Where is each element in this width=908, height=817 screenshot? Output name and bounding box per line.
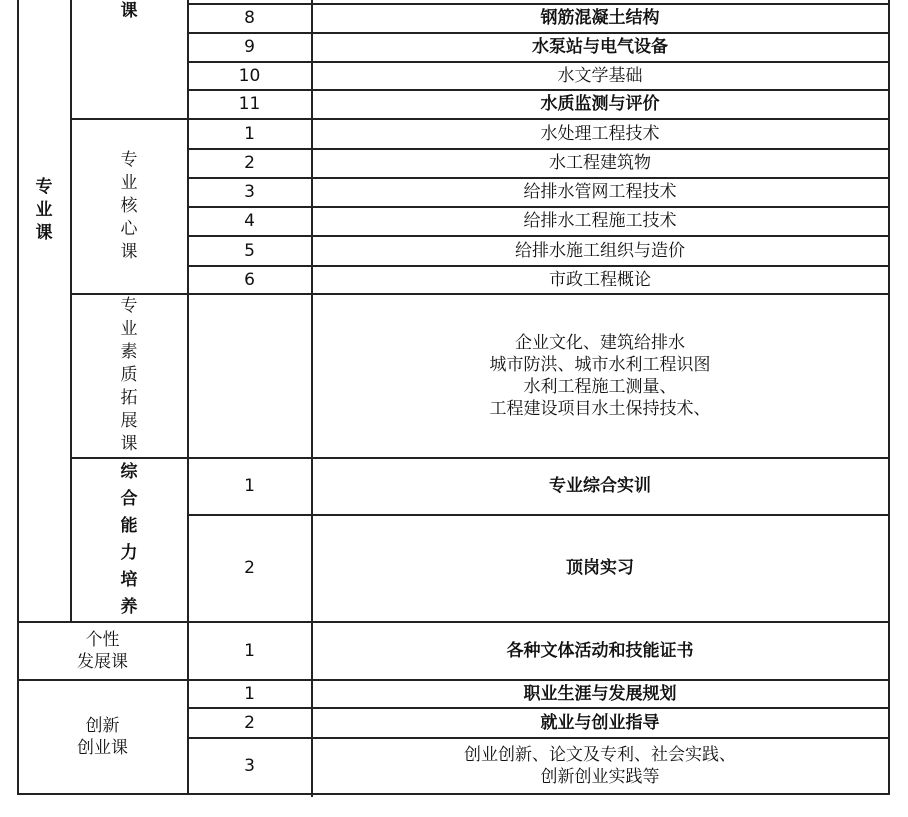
section-major-basic-tail xyxy=(71,0,187,32)
course-name: 给排水工程施工技术 xyxy=(523,211,677,231)
section-quality xyxy=(71,294,187,457)
row-number: 6 xyxy=(244,269,255,290)
label-line: 发展课 xyxy=(77,651,128,672)
course-name: 钢筋混凝土结构 xyxy=(540,8,660,28)
course-line: 企业文化、建筑给排水 xyxy=(515,332,685,353)
label-char: 核 xyxy=(120,195,138,216)
row-number: 2 xyxy=(244,558,255,578)
course-line: 工程建设项目水土保持技术、 xyxy=(489,398,711,419)
label-char: 课 xyxy=(35,222,53,243)
course-name: 水质监测与评价 xyxy=(540,94,660,114)
course-line: 城市防洪、城市水利工程识图 xyxy=(489,354,711,375)
label-char: 素 xyxy=(120,342,138,362)
label-char: 课 xyxy=(120,241,138,262)
label-char: 培 xyxy=(120,569,138,590)
row-number: 3 xyxy=(244,182,255,202)
label-char: 心 xyxy=(120,218,138,239)
row-number: 5 xyxy=(244,240,255,261)
course-name: 水处理工程技术 xyxy=(540,123,660,144)
quality-course-list xyxy=(312,294,888,457)
label-line: 个性 xyxy=(85,629,120,650)
label-char: 课 xyxy=(120,434,138,454)
course-name: 给排水施工组织与造价 xyxy=(515,240,685,261)
label-char: 综 xyxy=(120,461,138,482)
section-comprehensive xyxy=(71,458,187,621)
label-char: 业 xyxy=(120,172,138,193)
label-char: 业 xyxy=(35,199,53,220)
course-line: 创业创新、论文及专利、社会实践、 xyxy=(464,744,736,765)
course-name: 市政工程概论 xyxy=(549,269,651,290)
course-name: 各种文体活动和技能证书 xyxy=(506,640,694,661)
label xyxy=(121,295,138,456)
course-name: 给排水管网工程技术 xyxy=(523,182,677,202)
label-char: 拓 xyxy=(120,388,138,408)
section-core xyxy=(71,119,187,293)
label-char: 能 xyxy=(120,515,138,536)
label-char: 专 xyxy=(120,296,138,316)
course-name: 就业与创业指导 xyxy=(540,712,660,733)
course-name: 水工程建筑物 xyxy=(549,153,651,173)
section-major-course xyxy=(18,150,70,270)
label-char: 质 xyxy=(120,365,138,385)
row-number: 11 xyxy=(238,94,261,114)
course-name: 专业综合实训 xyxy=(549,476,651,496)
label-char: 业 xyxy=(120,319,138,339)
row-number: 10 xyxy=(238,65,261,86)
label-char: 力 xyxy=(120,542,138,563)
row-number: 4 xyxy=(244,211,255,231)
section-personality xyxy=(18,622,187,679)
label xyxy=(121,149,138,264)
course-name xyxy=(312,738,888,793)
course-name: 水泵站与电气设备 xyxy=(532,37,668,57)
row-number: 1 xyxy=(244,683,255,704)
label-char: 养 xyxy=(120,596,138,617)
row-number: 2 xyxy=(244,153,255,173)
rule xyxy=(17,793,889,795)
course-name: 水文学基础 xyxy=(557,65,643,86)
rule xyxy=(888,0,890,795)
row-number: 2 xyxy=(244,712,255,733)
course-line: 水利工程施工测量、 xyxy=(523,376,677,397)
row-number: 3 xyxy=(244,755,255,776)
row-number: 1 xyxy=(244,640,255,661)
row-number: 1 xyxy=(244,123,255,144)
label-char: 专 xyxy=(35,176,53,197)
label-char: 专 xyxy=(120,149,138,170)
course-line: 创新创业实践等 xyxy=(540,766,660,787)
section-innovation xyxy=(18,680,187,793)
label-char: 展 xyxy=(120,411,138,431)
label: 课 xyxy=(120,1,138,21)
char xyxy=(36,176,53,245)
row-number: 8 xyxy=(244,8,255,28)
label xyxy=(121,459,138,621)
label-char: 合 xyxy=(120,488,138,509)
label-line: 创新 xyxy=(85,715,120,736)
row-number: 1 xyxy=(244,476,255,496)
course-name: 职业生涯与发展规划 xyxy=(523,683,677,704)
course-name: 顶岗实习 xyxy=(566,558,634,578)
label-line: 创业课 xyxy=(77,737,128,758)
row-number: 9 xyxy=(244,37,255,57)
